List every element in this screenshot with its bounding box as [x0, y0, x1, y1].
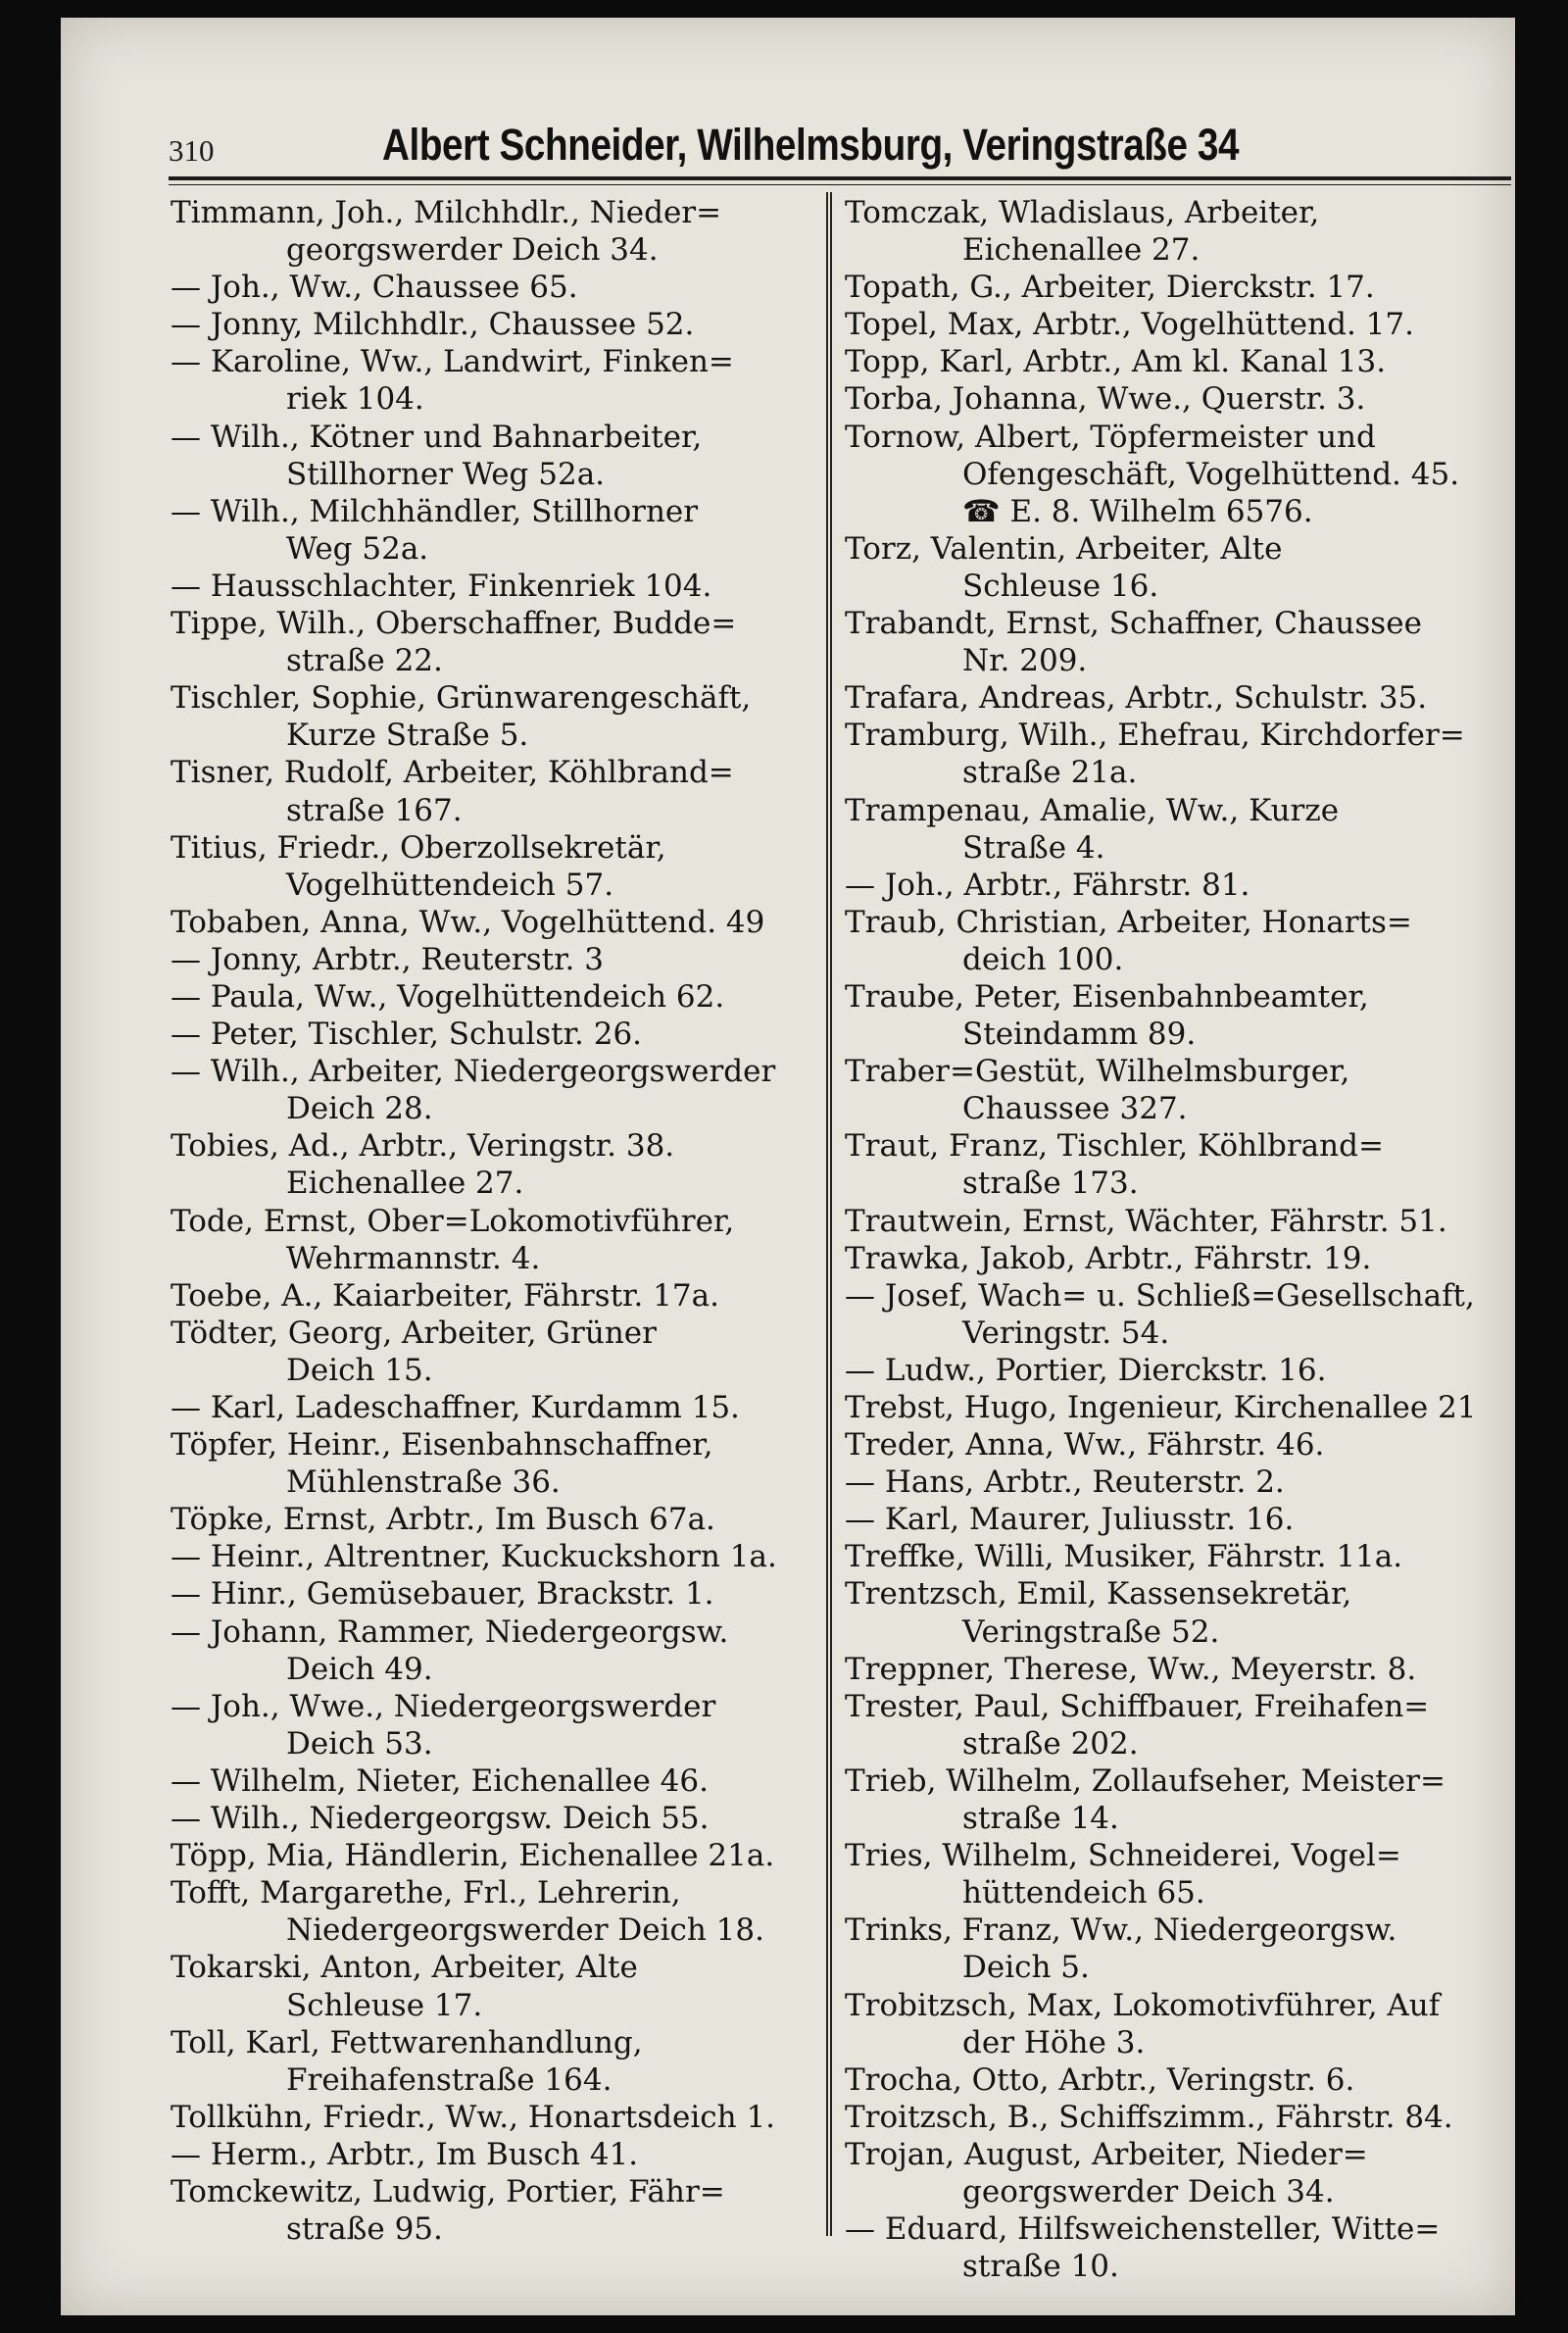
directory-entry: [845, 194, 1511, 269]
entry-continuation: Deich 28.: [286, 1091, 433, 1127]
entry-continuation: straße 167.: [286, 792, 463, 828]
directory-entry: [171, 754, 815, 828]
directory-entry: [171, 1426, 815, 1501]
entry-line: — Eduard, Hilfsweichensteller, Witte=: [845, 2211, 1441, 2248]
entry-continuation: straße 202.: [962, 1725, 1139, 1762]
entry-line: Trawka, Jakob, Arbtr., Fährstr. 19.: [845, 1240, 1372, 1276]
entry-continuation: Freihafenstraße 164.: [286, 2061, 612, 2098]
directory-entry: [845, 1240, 1511, 1277]
entry-continuation: georgswerder Deich 34.: [286, 232, 659, 269]
entry-line: Troitzsch, B., Schiffszimm., Fährstr. 84.: [845, 2099, 1453, 2135]
entry-continuation: deich 100.: [962, 941, 1124, 977]
directory-entry: [171, 493, 815, 568]
directory-entry: [845, 1277, 1511, 1352]
entry-continuation: Straße 4.: [962, 829, 1105, 866]
entry-line: Tomczak, Wladislaus, Arbeiter,: [845, 195, 1320, 230]
entry-continuation: Ofengeschäft, Vogelhüttend. 45.: [962, 456, 1460, 492]
entry-line: — Josef, Wach= u. Schließ=Gesellschaft,: [845, 1277, 1475, 1314]
directory-entry: [171, 2024, 815, 2099]
entry-continuation: Deich 53.: [286, 1725, 433, 1762]
entry-continuation: Eichenallee 27.: [286, 1166, 524, 1202]
directory-entry: [845, 1837, 1511, 1911]
entry-line: Trafara, Andreas, Arbtr., Schulstr. 35.: [845, 680, 1428, 717]
directory-entry: [845, 978, 1511, 1053]
entry-line: Tisner, Rudolf, Arbeiter, Köhlbrand=: [171, 755, 734, 791]
directory-entry: [171, 1053, 815, 1127]
entry-line: Trocha, Otto, Arbtr., Veringstr. 6.: [845, 2061, 1355, 2098]
entry-line: — Joh., Ww., Chaussee 65.: [171, 270, 578, 306]
directory-entry: [845, 1911, 1511, 1986]
entry-line: — Peter, Tischler, Schulstr. 26.: [171, 1017, 643, 1053]
directory-entry: [845, 1501, 1511, 1538]
entry-continuation: Veringstraße 52.: [962, 1613, 1220, 1650]
directory-entry: [171, 1688, 815, 1762]
entry-line: — Ludw., Portier, Dierckstr. 16.: [845, 1352, 1327, 1388]
directory-entry: [845, 269, 1511, 306]
entry-line: — Karl, Ladeschaffner, Kurdamm 15.: [171, 1390, 740, 1425]
entry-line: Traber=Gestüt, Wilhelmsburger,: [845, 1054, 1350, 1090]
entry-line: — Wilh., Arbeiter, Niedergeorgswerder: [171, 1054, 776, 1090]
entry-continuation: Steindamm 89.: [962, 1017, 1197, 1053]
entry-continuation: Stillhorner Weg 52a.: [286, 456, 606, 492]
directory-entry: [845, 1426, 1511, 1464]
entry-continuation: Schleuse 17.: [286, 1987, 483, 2023]
entry-line: — Wilh., Kötner und Bahnarbeiter,: [171, 419, 703, 455]
entry-line: — Karl, Maurer, Juliusstr. 16.: [845, 1502, 1295, 1538]
directory-entry: [845, 1538, 1511, 1575]
directory-entry: [171, 1800, 815, 1837]
entry-line: — Hausschlachter, Finkenriek 104.: [171, 568, 712, 604]
directory-entry: [171, 1315, 815, 1389]
entry-continuation: straße 173.: [962, 1166, 1139, 1202]
directory-entry: [845, 717, 1511, 791]
directory-entry: [171, 1949, 815, 2023]
directory-entry: [171, 419, 815, 493]
entry-line: Torz, Valentin, Arbeiter, Alte: [845, 530, 1283, 567]
directory-entry: [845, 904, 1511, 978]
entry-line: — Wilhelm, Nieter, Eichenallee 46.: [171, 1762, 709, 1799]
entry-line: — Joh., Wwe., Niedergeorgswerder: [171, 1688, 716, 1724]
directory-entry: [845, 1464, 1511, 1501]
directory-entry: [845, 2136, 1511, 2210]
directory-entry: [845, 792, 1511, 867]
right-column: [845, 194, 1511, 2285]
entry-continuation: Vogelhüttendeich 57.: [286, 867, 614, 903]
directory-entry: [171, 1016, 815, 1053]
entry-continuation: Niedergeorgswerder Deich 18.: [286, 1912, 764, 1949]
directory-entry: [845, 1762, 1511, 1837]
entry-line: Tornow, Albert, Töpfermeister und: [845, 419, 1376, 455]
directory-entry: [171, 605, 815, 679]
entry-continuation: straße 22.: [286, 643, 443, 679]
entry-continuation: Eichenallee 27.: [962, 232, 1200, 269]
directory-entry: [845, 2061, 1511, 2099]
entry-continuation: Wehrmannstr. 4.: [286, 1240, 541, 1276]
entry-continuation: Mühlenstraße 36.: [286, 1464, 561, 1501]
directory-entry: [171, 2099, 815, 2136]
entry-line: Trabandt, Ernst, Schaffner, Chaussee: [845, 606, 1422, 642]
entry-line: Timmann, Joh., Milchhdlr., Nieder=: [171, 195, 722, 230]
entry-continuation: straße 21a.: [962, 755, 1138, 791]
directory-entry: [171, 1762, 815, 1800]
directory-entry: [171, 194, 815, 269]
entry-line: Trebst, Hugo, Ingenieur, Kirchenallee 21: [845, 1390, 1477, 1425]
entry-line: Trieb, Wilhelm, Zollaufseher, Meister=: [845, 1762, 1446, 1799]
directory-entry: [845, 605, 1511, 679]
entry-line: — Hans, Arbtr., Reuterstr. 2.: [845, 1464, 1285, 1501]
directory-entry: [171, 941, 815, 978]
entry-line: — Paula, Ww., Vogelhüttendeich 62.: [171, 978, 725, 1015]
entry-line: — Wilh., Milchhändler, Stillhorner: [171, 493, 699, 529]
directory-entry: [845, 306, 1511, 343]
directory-entry: [845, 1987, 1511, 2061]
entry-continuation: der Höhe 3.: [962, 2024, 1146, 2060]
directory-entry: [171, 1389, 815, 1426]
entry-line: Topel, Max, Arbtr., Vogelhüttend. 17.: [845, 307, 1414, 343]
directory-entry: [171, 1127, 815, 1202]
entry-line: Topp, Karl, Arbtr., Am kl. Kanal 13.: [845, 344, 1387, 380]
entry-line: — Wilh., Niedergeorgsw. Deich 55.: [171, 1801, 710, 1837]
entry-continuation: straße 14.: [962, 1801, 1119, 1837]
directory-entry: [171, 978, 815, 1016]
entry-line: Titius, Friedr., Oberzollsekretär,: [171, 829, 666, 866]
entry-line: Trobitzsch, Max, Lokomotivführer, Auf: [845, 1987, 1441, 2023]
entry-continuation: ☎ E. 8. Wilhelm 6576.: [962, 493, 1313, 529]
directory-entry: [171, 1837, 815, 1874]
entry-continuation: straße 10.: [962, 2249, 1119, 2285]
entry-continuation: Veringstr. 54.: [962, 1315, 1170, 1351]
entry-continuation: Chaussee 327.: [962, 1091, 1188, 1127]
directory-entry: [171, 1203, 815, 1277]
entry-continuation: hüttendeich 65.: [962, 1875, 1205, 1911]
entry-line: Treder, Anna, Ww., Fährstr. 46.: [845, 1427, 1325, 1464]
directory-entry: [845, 1053, 1511, 1127]
entry-line: Tokarski, Anton, Arbeiter, Alte: [171, 1950, 638, 1986]
entry-line: Treffke, Willi, Musiker, Fährstr. 11a.: [845, 1539, 1403, 1575]
directory-entry: [171, 1575, 815, 1613]
directory-entry: [171, 306, 815, 343]
directory-entry: [171, 1613, 815, 1688]
entry-continuation: Deich 15.: [286, 1352, 433, 1388]
directory-entry: [845, 380, 1511, 418]
left-column: [171, 194, 815, 2248]
directory-entry: [845, 1688, 1511, 1762]
header-title: Albert Schneider, Wilhelmsburg, Veringstraße 34: [382, 120, 1240, 170]
entry-line: Tollkühn, Friedr., Ww., Honartsdeich 1.: [171, 2099, 776, 2135]
directory-entry: [171, 829, 815, 904]
entry-line: Trester, Paul, Schiffbauer, Freihafen=: [845, 1688, 1430, 1724]
directory-entry: [845, 1575, 1511, 1650]
directory-entry: [845, 419, 1511, 530]
entry-line: Toebe, A., Kaiarbeiter, Fährstr. 17a.: [171, 1277, 719, 1314]
directory-entry: [845, 1127, 1511, 1202]
page-header: [61, 18, 1515, 174]
directory-entry: [171, 1874, 815, 1949]
entry-continuation: Deich 49.: [286, 1651, 433, 1687]
entry-line: Tischler, Sophie, Grünwarengeschäft,: [171, 680, 752, 717]
directory-entry: [171, 1501, 815, 1538]
directory-entry: [845, 343, 1511, 380]
entry-line: Trinks, Franz, Ww., Niedergeorgsw.: [845, 1912, 1397, 1949]
directory-entry: [171, 1277, 815, 1315]
header-rule: [169, 176, 1511, 180]
entry-line: Töpp, Mia, Händlerin, Eichenallee 21a.: [171, 1838, 775, 1874]
entry-line: Tramburg, Wilh., Ehefrau, Kirchdorfer=: [845, 718, 1465, 754]
directory-entry: [171, 1538, 815, 1575]
entry-line: Tobaben, Anna, Ww., Vogelhüttend. 49: [171, 904, 765, 940]
directory-entry: [171, 679, 815, 754]
directory-page: [61, 18, 1515, 2315]
entry-line: — Karoline, Ww., Landwirt, Finken=: [171, 344, 734, 380]
column-divider: [826, 192, 832, 2236]
directory-entry: [845, 2099, 1511, 2136]
entry-continuation: Deich 5.: [962, 1950, 1090, 1986]
entry-line: Tippe, Wilh., Oberschaffner, Budde=: [171, 606, 737, 642]
entry-line: — Johann, Rammer, Niedergeorgsw.: [171, 1613, 729, 1650]
entry-line: Tofft, Margarethe, Frl., Lehrerin,: [171, 1875, 681, 1911]
directory-entry: [845, 1352, 1511, 1389]
entry-line: — Hinr., Gemüsebauer, Brackstr. 1.: [171, 1576, 714, 1613]
directory-entry: [845, 530, 1511, 605]
directory-entry: [171, 2173, 815, 2248]
entry-line: Trautwein, Ernst, Wächter, Fährstr. 51.: [845, 1203, 1447, 1239]
directory-entry: [845, 867, 1511, 904]
directory-entry: [845, 1203, 1511, 1240]
entry-line: Traub, Christian, Arbeiter, Honarts=: [845, 904, 1412, 940]
directory-entry: [845, 2210, 1511, 2285]
entry-continuation: straße 95.: [286, 2211, 443, 2248]
entry-line: Tode, Ernst, Ober=Lokomotivführer,: [171, 1203, 735, 1239]
entry-line: Topath, G., Arbeiter, Dierckstr. 17.: [845, 270, 1375, 306]
entry-line: Tödter, Georg, Arbeiter, Grüner: [171, 1315, 657, 1351]
entry-line: Torba, Johanna, Wwe., Querstr. 3.: [845, 381, 1366, 418]
entry-line: Töpke, Ernst, Arbtr., Im Busch 67a.: [171, 1502, 715, 1538]
entry-line: Traube, Peter, Eisenbahnbeamter,: [845, 978, 1369, 1015]
directory-entry: [171, 2136, 815, 2173]
entry-line: — Jonny, Arbtr., Reuterstr. 3: [171, 941, 604, 977]
entry-continuation: georgswerder Deich 34.: [962, 2173, 1335, 2209]
entry-continuation: riek 104.: [286, 381, 424, 418]
directory-entry: [845, 679, 1511, 717]
entry-line: Traut, Franz, Tischler, Köhlbrand=: [845, 1128, 1384, 1165]
directory-entry: [845, 1651, 1511, 1688]
entry-line: Tomckewitz, Ludwig, Portier, Fähr=: [171, 2173, 725, 2209]
entry-line: Tries, Wilhelm, Schneiderei, Vogel=: [845, 1838, 1401, 1874]
entry-line: Treppner, Therese, Ww., Meyerstr. 8.: [845, 1651, 1417, 1687]
entry-continuation: Schleuse 16.: [962, 568, 1159, 604]
entry-line: Töpfer, Heinr., Eisenbahnschaffner,: [171, 1427, 713, 1464]
entry-line: — Heinr., Altrentner, Kuckuckshorn 1a.: [171, 1539, 777, 1575]
entry-line: Toll, Karl, Fettwarenhandlung,: [171, 2024, 643, 2060]
entry-line: Trojan, August, Arbeiter, Nieder=: [845, 2136, 1368, 2172]
directory-entry: [171, 269, 815, 306]
directory-entry: [171, 568, 815, 605]
entry-continuation: Weg 52a.: [286, 530, 429, 567]
entry-line: Trampenau, Amalie, Ww., Kurze: [845, 792, 1340, 828]
entry-line: Trentzsch, Emil, Kassensekretär,: [845, 1576, 1352, 1613]
entry-continuation: Kurze Straße 5.: [286, 718, 529, 754]
entry-line: — Herm., Arbtr., Im Busch 41.: [171, 2136, 639, 2172]
entry-line: — Joh., Arbtr., Fährstr. 81.: [845, 867, 1250, 903]
entry-line: Tobies, Ad., Arbtr., Veringstr. 38.: [171, 1128, 675, 1165]
header-rule-thin: [169, 184, 1511, 185]
directory-entry: [845, 1389, 1511, 1426]
page-number: 310: [169, 133, 215, 168]
directory-entry: [171, 904, 815, 941]
entry-line: — Jonny, Milchhdlr., Chaussee 52.: [171, 307, 695, 343]
directory-entry: [171, 343, 815, 418]
entry-continuation: Nr. 209.: [962, 643, 1088, 679]
